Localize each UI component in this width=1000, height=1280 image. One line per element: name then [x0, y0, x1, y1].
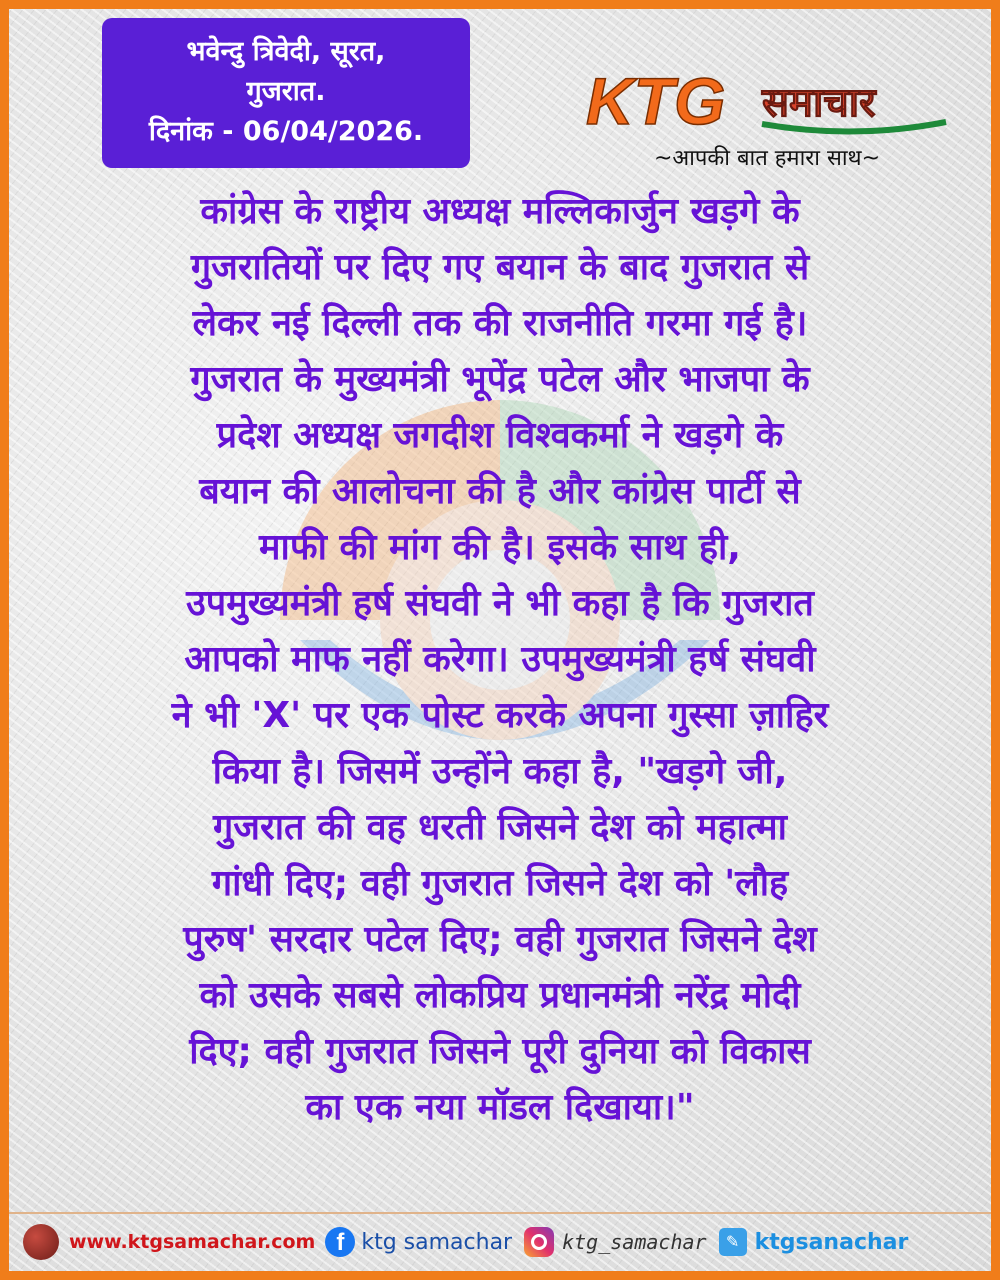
- instagram-handle[interactable]: ktg_samachar: [562, 1230, 707, 1254]
- footer-twitter[interactable]: [707, 1228, 909, 1256]
- article-line: आपको माफ नहीं करेगा। उपमुख्यमंत्री हर्ष संघवी: [184, 639, 816, 680]
- article-line: प्रदेश अध्यक्ष जगदीश विश्वकर्मा ने खड़गे के: [216, 415, 784, 456]
- article-line: गुजरातियों पर दिए गए बयान के बाद गुजरात से: [190, 247, 810, 288]
- byline-location: गुजरात.: [246, 76, 326, 107]
- brand-tagline: ~आपकी बात हमारा साथ~: [653, 146, 881, 171]
- article-line: बयान की आलोचना की है और कांग्रेस पार्टी से: [199, 471, 801, 512]
- facebook-handle[interactable]: ktg samachar: [361, 1229, 513, 1255]
- article-line: को उसके सबसे लोकप्रिय प्रधानमंत्री नरेंद्र मोदी: [199, 975, 801, 1016]
- website-link[interactable]: www.ktgsamachar.com: [69, 1231, 316, 1253]
- footer-website[interactable]: [9, 1224, 315, 1260]
- article-body: [22, 184, 978, 1136]
- byline-author: भवेन्दु त्रिवेदी, सूरत,: [186, 36, 386, 67]
- article-line: पुरुष' सरदार पटेल दिए; वही गुजरात जिसने देश: [183, 919, 817, 960]
- article-line: गांधी दिए; वही गुजरात जिसने देश को 'लौह: [211, 863, 789, 904]
- article-line: उपमुख्यमंत्री हर्ष संघवी ने भी कहा है कि गुजरात: [186, 583, 814, 624]
- facebook-icon: f: [325, 1227, 355, 1257]
- article-line: का एक नया मॉडल दिखाया।": [305, 1087, 695, 1128]
- byline-date: दिनांक - 06/04/2026.: [148, 116, 424, 147]
- article-line: कांग्रेस के राष्ट्रीय अध्यक्ष मल्लिकार्जुन खड़गे के: [200, 191, 800, 232]
- logo-latin-text: KTG: [586, 64, 726, 138]
- footer-bar: [9, 1212, 991, 1270]
- logo-hindi-text: समाचार: [762, 80, 876, 126]
- instagram-icon: [524, 1227, 554, 1257]
- article-line: लेकर नई दिल्ली तक की राजनीति गरमा गई है।: [192, 303, 808, 344]
- article-line: किया है। जिसमें उन्होंने कहा है, "खड़गे जी,: [212, 751, 788, 792]
- article-line: दिए; वही गुजरात जिसने पूरी दुनिया को विकास: [189, 1031, 811, 1072]
- globe-icon: [23, 1224, 59, 1260]
- article-line: माफी की मांग की है। इसके साथ ही,: [259, 527, 741, 568]
- article-line: गुजरात के मुख्यमंत्री भूपेंद्र पटेल और भाजपा के: [190, 359, 810, 400]
- article-line: ने भी 'X' पर एक पोस्ट करके अपना गुस्सा ज़ाहिर: [171, 695, 829, 736]
- footer-instagram[interactable]: [512, 1227, 707, 1257]
- twitter-icon: ✎: [719, 1228, 747, 1256]
- ktg-samachar-logo: [584, 62, 950, 138]
- article-line: गुजरात की वह धरती जिसने देश को महात्मा: [213, 807, 787, 848]
- footer-facebook[interactable]: [315, 1227, 512, 1257]
- byline-box: [102, 18, 470, 168]
- twitter-handle[interactable]: ktgsanachar: [754, 1229, 909, 1255]
